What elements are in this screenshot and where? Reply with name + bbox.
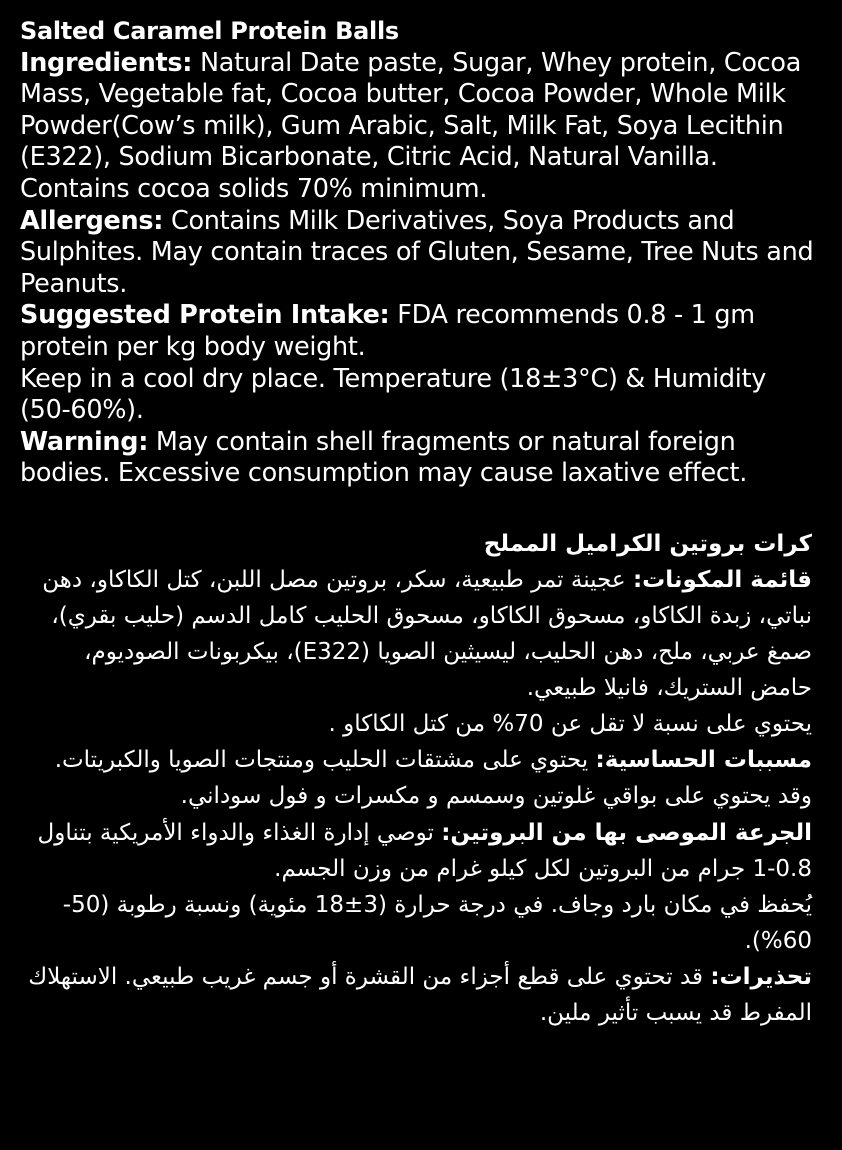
protein-intake-text: FDA recommends 0.8 - 1 gm protein per kg body weight. — [20, 300, 755, 362]
arabic-section — [22, 526, 812, 1031]
arabic-ingredients-label: قائمة المكونات: — [632, 567, 812, 593]
arabic-allergens-text: يحتوي على مشتقات الحليب ومنتجات الصويا والكبريتات. وقد يحتوي على بواقي غلوتين وسمسم و مكسرات و فول سوداني. — [54, 747, 812, 809]
product-title: Salted Caramel Protein Balls — [20, 17, 399, 45]
allergens-text: Contains Milk Derivatives, Soya Products and Sulphites. May contain traces of Gluten, Sesame, Tree Nuts and Peanuts. — [20, 205, 814, 299]
arabic-warning-paragraph — [22, 959, 812, 1031]
arabic-storage-paragraph: يُحفظ في مكان بارد وجاف. في درجة حرارة (3±18 مئوية) ونسبة رطوبة (50-60%). — [62, 892, 812, 954]
arabic-warning-label: تحذيرات: — [710, 964, 812, 990]
arabic-warning-text: قد تحتوي على قطع أجزاء من القشرة أو جسم غريب طبيعي. الاستهلاك المفرط قد يسبب تأثير ملين. — [28, 964, 812, 1026]
arabic-protein-intake-text: توصي إدارة الغذاء والدواء الأمريكية بتناول 0.8-1 جرام من البروتين لكل كيلو غرام من وزن الجسم. — [37, 820, 812, 882]
storage-paragraph: Keep in a cool dry place. Temperature (18±3°C) & Humidity (50-60%). — [20, 363, 767, 426]
allergens-label: Allergens: — [20, 205, 164, 236]
arabic-protein-intake-label: الجرعة الموصى بها من البروتين: — [441, 820, 812, 846]
english-section — [20, 16, 816, 490]
ingredients-text: Natural Date paste, Sugar, Whey protein, Cocoa Mass, Vegetable fat, Cocoa butter, Cocoa Powder, Whole Milk Powder(Cow’s milk), Gum Arabic, Salt, Milk Fat, Soya Lecithin (E322), Sodium Bicarbonate, Citric Acid, Natural Vanilla. Contains cocoa solids 70% minimum. — [20, 47, 802, 204]
arabic-cocoa-paragraph: يحتوي على نسبة لا تقل عن 70% من كتل الكاكاو . — [328, 711, 812, 737]
warning-text: May contain shell fragments or natural foreign bodies. Excessive consumption may cause laxative effect. — [20, 426, 748, 489]
allergens-paragraph — [20, 206, 816, 301]
arabic-ingredients-text: عجينة تمر طبيعية، سكر، بروتين مصل اللبن، كتل الكاكاو، دهن نباتي، زبدة الكاكاو، مسحوق الكاكاو، مسحوق الحليب كامل الدسم (حليب بقري)، صمغ عربي، ملح، دهن الحليب، ليسيثين الصويا (E322)، بيكربونات الصوديوم، حامض الستريك، فانيلا طبيعي. — [42, 567, 812, 701]
arabic-allergens-paragraph — [22, 742, 812, 814]
arabic-protein-intake-paragraph — [22, 815, 812, 887]
protein-intake-paragraph — [20, 300, 816, 363]
protein-intake-label: Suggested Protein Intake: — [20, 300, 390, 331]
warning-paragraph — [20, 427, 816, 490]
arabic-product-title: كرات بروتين الكراميل المملح — [483, 531, 812, 557]
warning-label: Warning: — [20, 426, 149, 457]
arabic-allergens-label: مسببات الحساسية: — [595, 747, 812, 773]
ingredients-paragraph — [20, 48, 816, 206]
arabic-ingredients-paragraph — [22, 562, 812, 706]
ingredients-label: Ingredients: — [20, 47, 193, 78]
